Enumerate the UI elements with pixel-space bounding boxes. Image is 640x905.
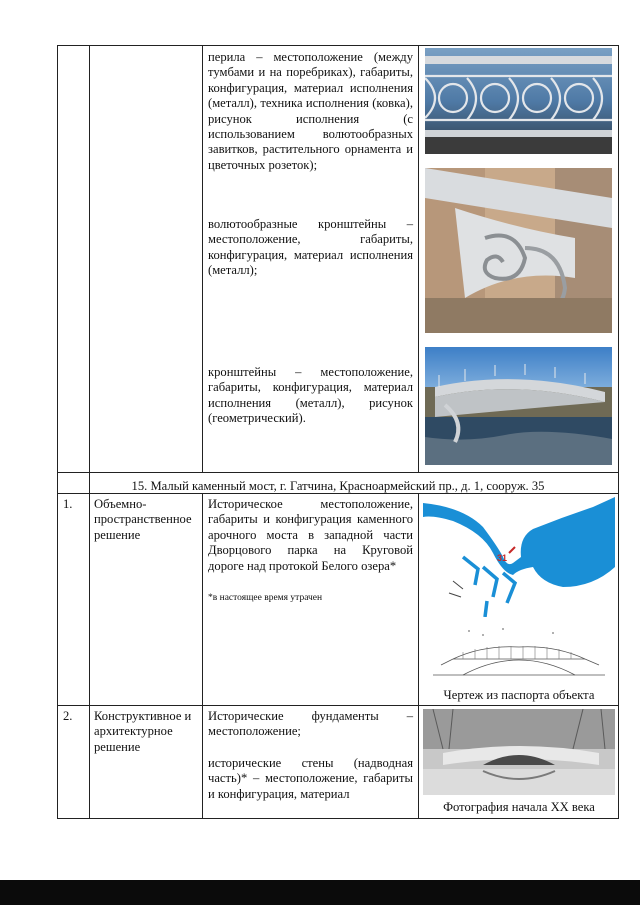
row-2-text-2: исторические стены (надводная часть)* – местоположение, габариты и конфигурация, материал [208,756,413,801]
railings-description: перила – местоположение (между тумбами и на поребриках), габариты, конфигурация, материал исполнения (металл), техника исполнения (ковка), рисунок исполнения (с использованием волютообразных завитков, растительного орнамента и цветочных розеток); [208,50,413,172]
table-border-right [618,45,619,818]
bridge-drawing [423,625,615,689]
row-1-number: 1. [63,497,73,511]
row-2-caption: Фотография начала XX века [443,800,595,814]
table-border-bottom [57,818,619,819]
table-divider-3 [418,45,419,472]
brackets-description: кронштейны – местоположение, габариты, конфигурация, материал исполнения (металл), рисунок (геометрический). [208,365,413,426]
row-1-text: Историческое местоположение, габариты и конфигурация каменного арочного моста в западной части Дворцового парка на Круговой дороге над протокой Белого озера* [208,497,413,573]
volute-brackets-description: волютообразные кронштейны – местоположение, габариты, конфигурация, материал исполнения (металл); [208,217,413,278]
park-map [423,497,615,617]
map-marker-label: 31 [497,553,508,563]
table-divider-3b [418,493,419,818]
row-divider-a [57,472,619,473]
bridge-photo [425,347,612,465]
table-border-left [57,45,58,818]
historic-bridge-photo [423,709,615,795]
row-2-label: Конструктивное и архитектурное решение [94,709,192,754]
railing-photo [425,48,612,154]
row-divider-c [57,705,619,706]
row-2-text-1: Исторические фундаменты – местоположение; [208,709,413,739]
table-border-top [57,45,619,46]
table-divider-2 [202,45,203,472]
volute-bracket-photo [425,168,612,333]
table-divider-2b [202,493,203,818]
row-1-label: Объемно-пространственное решение [94,497,192,542]
scan-bottom-edge [0,880,640,905]
table-divider-1 [89,45,90,818]
row-1-note: *в настоящее время утрачен [208,593,323,603]
row-1-caption: Чертеж из паспорта объекта [443,688,595,702]
section-title: 15. Малый каменный мост, г. Гатчина, Красноармейский пр., д. 1, сооруж. 35 [131,479,545,493]
row-2-number: 2. [63,709,73,723]
